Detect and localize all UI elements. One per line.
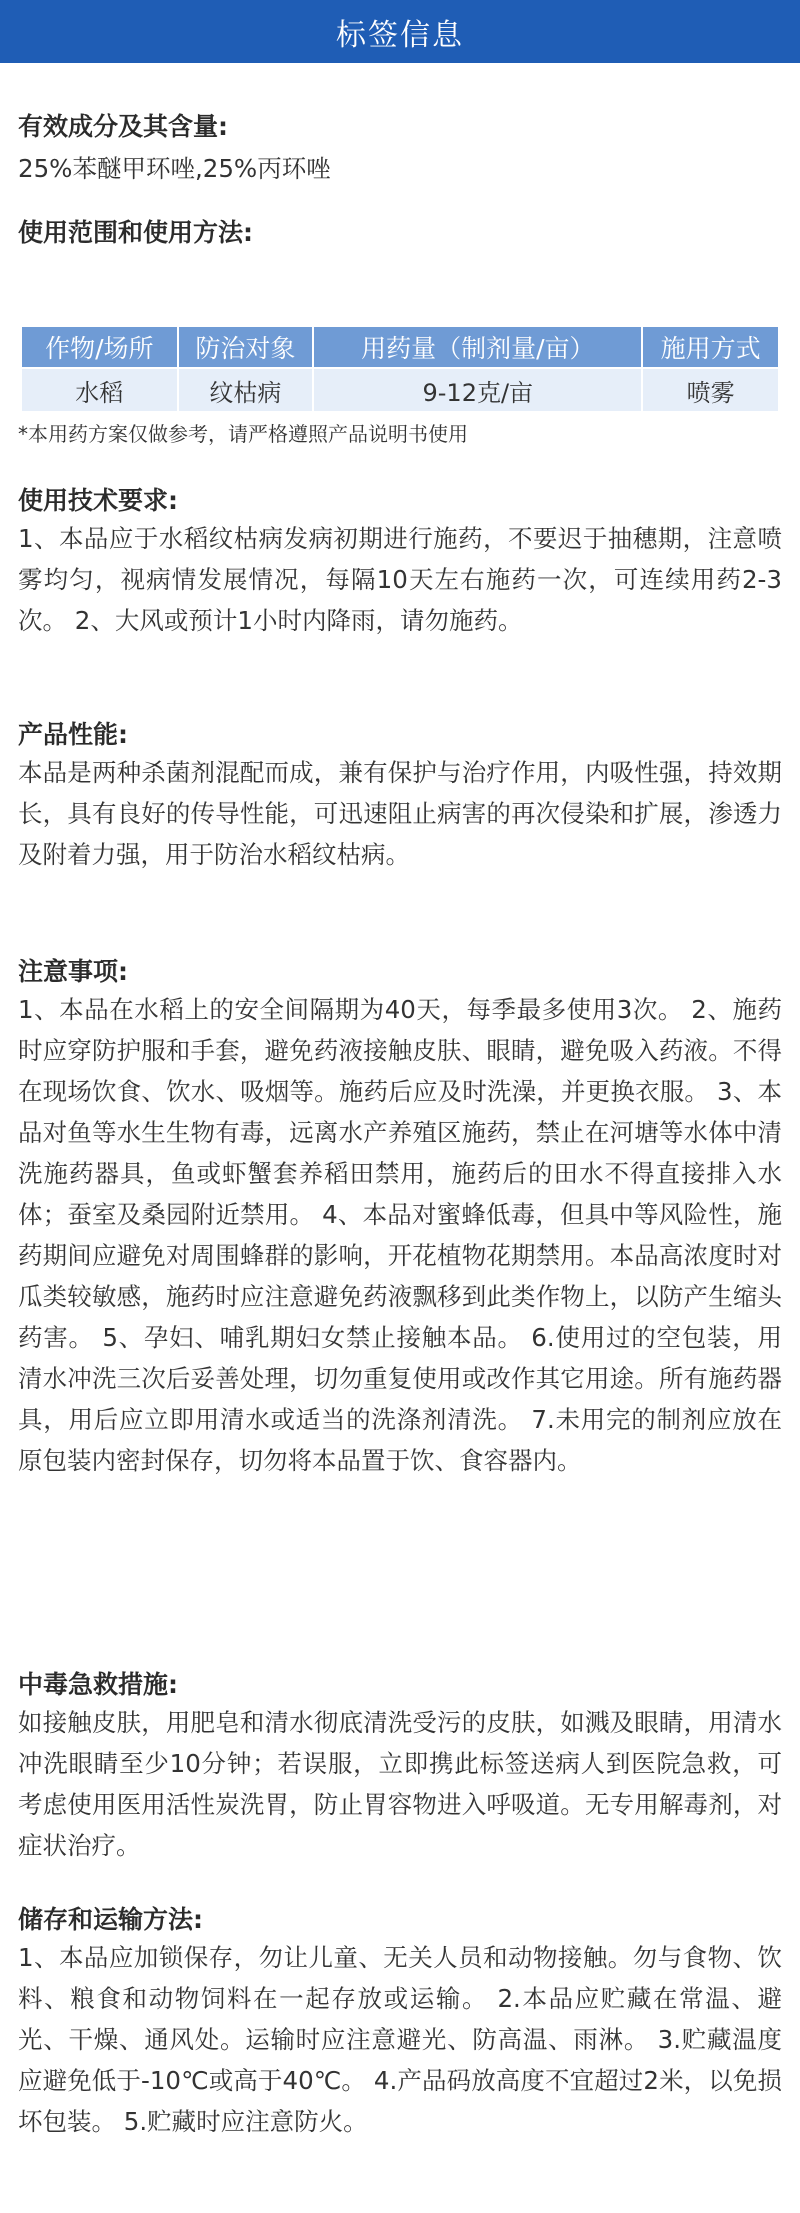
first-aid-title: 中毒急救措施: bbox=[18, 1670, 178, 1699]
usage-table bbox=[20, 325, 780, 413]
storage-body: 1、本品应加锁保存，勿让儿童、无关人员和动物接触。勿与食物、饮料、粮食和动物饲料在一起存放或运输。 2.本品应贮藏在常温、避光、干燥、通风处。运输时应注意避光、防高温、雨淋。 3.贮藏温度应避免低于-10℃或高于40℃。 4.产品码放高度不宜超过2米，以免损坏包装。 5.贮藏时应注意防火。 bbox=[18, 1943, 782, 2136]
technique-body: 1、本品应于水稻纹枯病发病初期进行施药，不要迟于抽穗期，注意喷雾均匀，视病情发展情况，每隔10天左右施药一次，可连续用药2-3次。 2、大风或预计1小时内降雨，请勿施药。 bbox=[18, 524, 782, 635]
ingredients-section bbox=[18, 110, 782, 189]
performance-title: 产品性能: bbox=[18, 720, 128, 749]
table-header-row bbox=[21, 326, 779, 368]
table-header-cell: 用药量（制剂量/亩） bbox=[313, 326, 642, 368]
first-aid-section bbox=[18, 1668, 782, 1866]
scope-title: 使用范围和使用方法: bbox=[18, 218, 253, 247]
cautions-section bbox=[18, 955, 782, 1481]
technique-section bbox=[18, 484, 782, 641]
cautions-title: 注意事项: bbox=[18, 957, 128, 986]
header-bar bbox=[0, 0, 800, 63]
table-row bbox=[21, 368, 779, 412]
ingredients-title: 有效成分及其含量: bbox=[18, 112, 228, 141]
storage-section bbox=[18, 1903, 782, 2142]
technique-title: 使用技术要求: bbox=[18, 486, 178, 515]
usage-note: *本用药方案仅做参考，请严格遵照产品说明书使用 bbox=[18, 422, 468, 446]
table-header-cell: 作物/场所 bbox=[21, 326, 178, 368]
table-header-cell: 施用方式 bbox=[642, 326, 779, 368]
storage-title: 储存和运输方法: bbox=[18, 1905, 203, 1934]
cautions-body: 1、本品在水稻上的安全间隔期为40天，每季最多使用3次。 2、施药时应穿防护服和手套，避免药液接触皮肤、眼睛，避免吸入药液。不得在现场饮食、饮水、吸烟等。施药后应及时洗澡，并更换衣服。 3、本品对鱼等水生生物有毒，远离水产养殖区施药，禁止在河塘等水体中清洗施药器具，鱼或虾蟹套养稻田禁用，施药后的田水不得直接排入水体；蚕室及桑园附近禁用。 4、本品对蜜蜂低毒，但具中等风险性，施药期间应避免对周围蜂群的影响，开花植物花期禁用。本品高浓度时对瓜类较敏感，施药时应注意避免药液飘移到此类作物上，以防产生缩头药害。 5、孕妇、哺乳期妇女禁止接触本品。 6.使用过的空包装，用清水冲洗三次后妥善处理，切勿重复使用或改作其它用途。所有施药器具，用后应立即用清水或适当的洗涤剂清洗。 7.未用完的制剂应放在原包装内密封保存，切勿将本品置于饮、食容器内。 bbox=[18, 995, 782, 1475]
first-aid-body: 如接触皮肤，用肥皂和清水彻底清洗受污的皮肤，如溅及眼睛，用清水冲洗眼睛至少10分钟；若误服，立即携此标签送病人到医院急救，可考虑使用医用活性炭洗胃，防止胃容物进入呼吸道。无专用解毒剂，对症状治疗。 bbox=[18, 1708, 782, 1860]
table-cell: 水稻 bbox=[21, 368, 178, 412]
table-header-cell: 防治对象 bbox=[178, 326, 314, 368]
scope-section bbox=[18, 216, 782, 250]
table-cell: 喷雾 bbox=[642, 368, 779, 412]
performance-section bbox=[18, 718, 782, 875]
table-cell: 纹枯病 bbox=[178, 368, 314, 412]
ingredients-body: 25%苯醚甲环唑,25%丙环唑 bbox=[18, 154, 331, 183]
page-title: 标签信息 bbox=[336, 17, 464, 53]
table-cell: 9-12克/亩 bbox=[313, 368, 642, 412]
performance-body: 本品是两种杀菌剂混配而成，兼有保护与治疗作用，内吸性强，持效期长，具有良好的传导性能，可迅速阻止病害的再次侵染和扩展，渗透力及附着力强，用于防治水稻纹枯病。 bbox=[18, 758, 782, 869]
